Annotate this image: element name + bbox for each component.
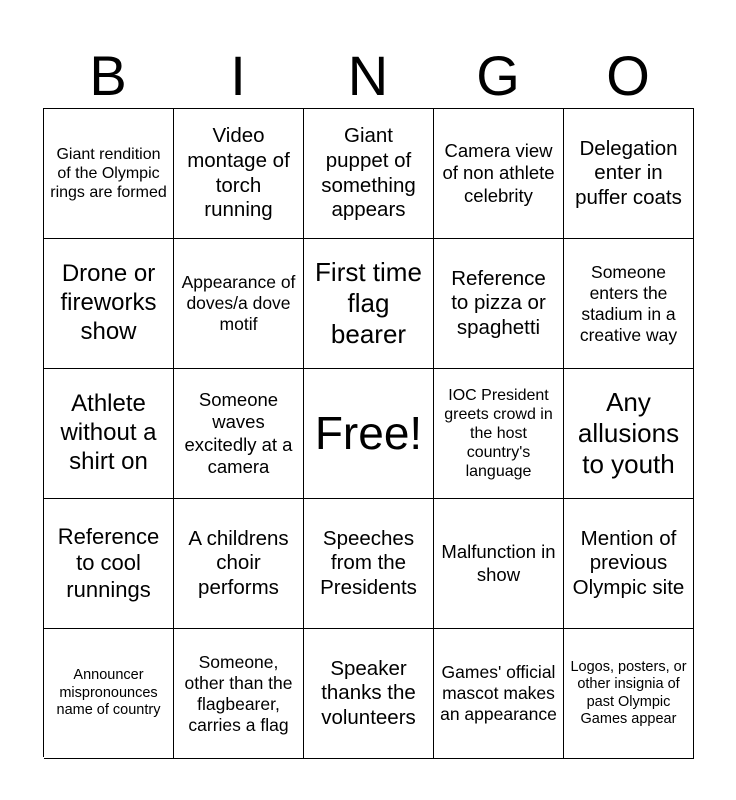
bingo-cell[interactable]: Video montage of torch running <box>174 109 304 239</box>
bingo-cell[interactable]: Delegation enter in puffer coats <box>564 109 694 239</box>
bingo-cell[interactable]: Announcer mispronounces name of country <box>44 629 174 759</box>
bingo-cell[interactable]: Any allusions to youth <box>564 369 694 499</box>
bingo-cell[interactable]: Athlete without a shirt on <box>44 369 174 499</box>
bingo-cell[interactable]: Reference to cool runnings <box>44 499 174 629</box>
bingo-card-grid <box>43 108 694 757</box>
bingo-cell[interactable]: Mention of previous Olympic site <box>564 499 694 629</box>
bingo-cell[interactable]: Drone or fireworks show <box>44 239 174 369</box>
bingo-cell[interactable]: Camera view of non athlete celebrity <box>434 109 564 239</box>
bingo-cell[interactable]: Reference to pizza or spaghetti <box>434 239 564 369</box>
header-letter-i: I <box>230 44 246 107</box>
free-space-cell[interactable]: Free! <box>304 369 434 499</box>
bingo-cell[interactable]: Appearance of doves/a dove motif <box>174 239 304 369</box>
bingo-cell[interactable]: Logos, posters, or other insignia of past Olympic Games appear <box>564 629 694 759</box>
bingo-cell[interactable]: A childrens choir performs <box>174 499 304 629</box>
bingo-cell[interactable]: Speaker thanks the volunteers <box>304 629 434 759</box>
header-letter-n: N <box>347 44 389 107</box>
header-letter-b: B <box>89 44 127 107</box>
bingo-cell[interactable]: Someone enters the stadium in a creative way <box>564 239 694 369</box>
bingo-cell[interactable]: Someone, other than the flagbearer, carries a flag <box>174 629 304 759</box>
bingo-cell[interactable]: IOC President greets crowd in the host country's language <box>434 369 564 499</box>
bingo-cell[interactable]: Speeches from the Presidents <box>304 499 434 629</box>
bingo-cell[interactable]: First time flag bearer <box>304 239 434 369</box>
bingo-cell[interactable]: Malfunction in show <box>434 499 564 629</box>
bingo-cell[interactable]: Someone waves excitedly at a camera <box>174 369 304 499</box>
bingo-cell[interactable]: Giant rendition of the Olympic rings are formed <box>44 109 174 239</box>
bingo-cell[interactable]: Games' official mascot makes an appearance <box>434 629 564 759</box>
header-letter-o: O <box>606 44 650 107</box>
bingo-cell[interactable]: Giant puppet of something appears <box>304 109 434 239</box>
bingo-header <box>43 40 693 108</box>
header-letter-g: G <box>476 44 520 107</box>
